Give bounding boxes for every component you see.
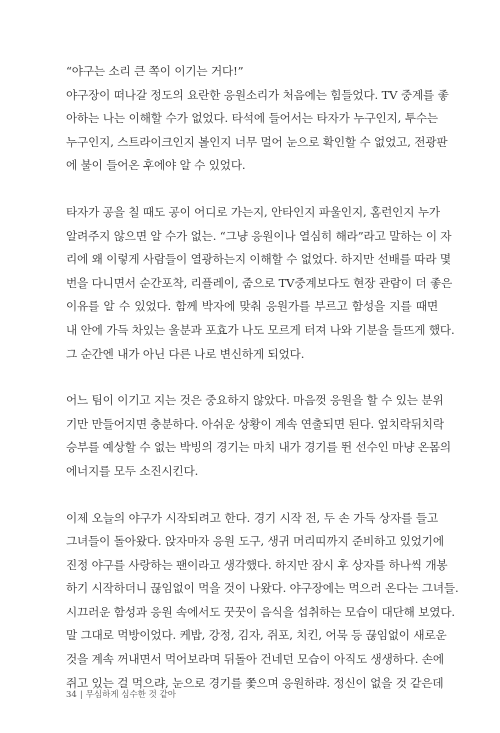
text-line: 타자가 공을 칠 때도 공이 어디로 가는지, 안타인지 파울인지, 홈런인지 누가 bbox=[66, 204, 440, 219]
text-line: 번을 다니면서 순간포착, 리플레이, 줌으로 TV중계보다도 현장 관람이 더 좋은 bbox=[66, 275, 453, 290]
text-line: 어느 팀이 이기고 지는 것은 중요하지 않았다. 마음껏 응원을 할 수 있는 분위 bbox=[66, 393, 444, 408]
paragraph-2 bbox=[66, 201, 455, 366]
page-number: 34 bbox=[66, 690, 77, 700]
page-footer bbox=[66, 688, 176, 700]
text-line: 하기 시작하더니 끊임없이 먹을 것이 나왔다. 야구장에는 먹으러 온다는 그녀들. bbox=[66, 581, 459, 596]
text-line: 기만 만들어지면 충분하다. 아쉬운 상황이 계속 연출되면 된다. 엎치락뒤치락 bbox=[66, 416, 444, 431]
text-line: 내 안에 가득 차있는 울분과 포효가 나도 모르게 터져 나와 기분을 들뜨게 했다. bbox=[66, 322, 455, 337]
paragraph-3 bbox=[66, 389, 451, 483]
text-line: 에 불이 들어온 후에야 알 수 있었다. bbox=[66, 158, 246, 173]
text-line: 리에 왜 이렇게 사람들이 열광하는지 이해할 수 없었다. 하지만 선배를 따라 몇 bbox=[66, 252, 451, 267]
text-line: 이유를 알 수 있었다. 함께 박자에 맞춰 응원가를 부르고 함성을 지를 때면 bbox=[66, 299, 438, 314]
text-line: 진정 야구를 사랑하는 팬이라고 생각했다. 하지만 잠시 후 상자를 하나씩 개봉 bbox=[66, 557, 448, 572]
text-line: 아하는 나는 이해할 수가 없었다. 타석에 들어서는 타자가 누구인지, 투수는 bbox=[66, 111, 438, 126]
text-line: 승부를 예상할 수 없는 박빙의 경기는 마치 내가 경기를 뛴 선수인 마냥 온몸의 bbox=[66, 440, 451, 455]
book-title: 무심하게 심수한 것 같아 bbox=[85, 690, 176, 700]
text-line: 시끄러운 함성과 응원 속에서도 꿋꿋이 음식을 섭취하는 모습이 대단해 보였다. bbox=[66, 604, 455, 619]
text-line: “야구는 소리 큰 쪽이 이기는 거다!” bbox=[66, 64, 244, 78]
document-body bbox=[66, 60, 459, 718]
text-line: 것을 계속 꺼내면서 먹어보라며 뒤돌아 건네던 모습이 아직도 생생하다. 손에 bbox=[66, 652, 444, 667]
text-line: 이제 오늘의 야구가 시작되려고 한다. 경기 시작 전, 두 손 가득 상자를 들고 bbox=[66, 510, 438, 525]
text-line: 에너지를 모두 소진시킨다. bbox=[66, 463, 199, 478]
text-line: 그 순간엔 내가 아닌 다른 나로 변신하게 되었다. bbox=[66, 346, 305, 361]
paragraph-1 bbox=[66, 60, 449, 178]
text-line: 누구인지, 스트라이크인지 볼인지 너무 멀어 눈으로 확인할 수 없었고, 전광판 bbox=[66, 134, 448, 149]
footer-separator: | bbox=[79, 690, 83, 700]
text-line: 그녀들이 돌아왔다. 앉자마자 응원 도구, 생귀 머리띠까지 준비하고 있었기에 bbox=[66, 534, 444, 549]
text-line: 알려주지 않으면 알 수가 없는. “그냥 응원이나 열심히 해라”라고 말하는 이 자 bbox=[66, 228, 452, 243]
text-line: 말 그대로 먹방이었다. 케밥, 강정, 김자, 쥐포, 치킨, 어묵 등 끊임없이 새로운 bbox=[66, 628, 447, 643]
text-line: 야구장이 떠나갈 정도의 요란한 응원소리가 처음에는 힘들었다. TV 중계를 좋 bbox=[66, 87, 449, 102]
paragraph-4 bbox=[66, 507, 459, 696]
text-line: 쥐고 있는 걸 먹으랴, 눈으로 경기를 쫓으며 응원하랴. 정신이 없을 것 같은데 bbox=[66, 675, 444, 690]
